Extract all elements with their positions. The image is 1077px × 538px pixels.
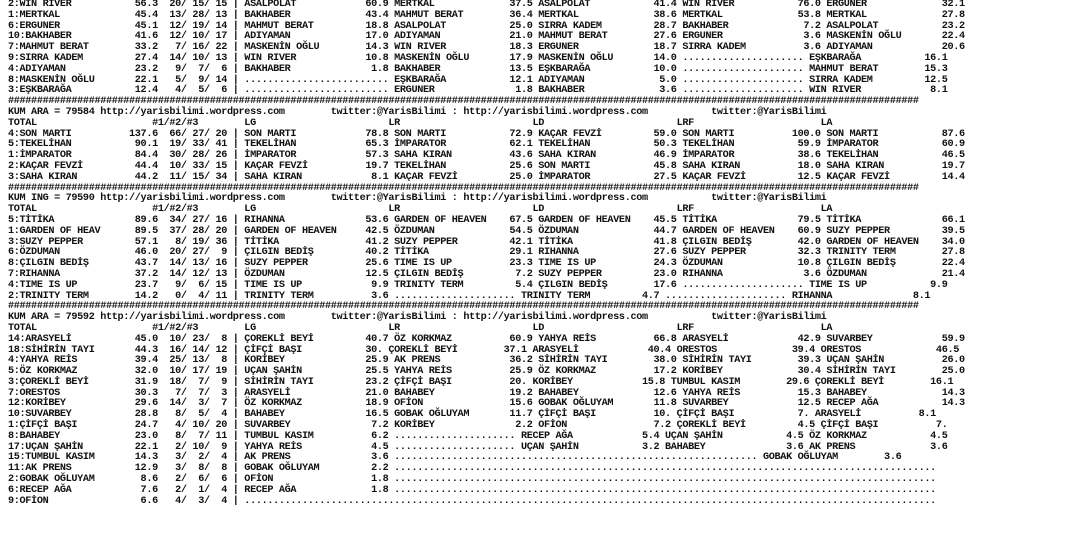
result-row: 7:MAHMUT BERAT 33.2 7/ 16/ 22 | MASKENİN OĞLU 14.3 WIN RIVER 18.3 ERGUNER 18.7 SIRRA KADEM 3.6 ADIYAMAN 20.6	[8, 42, 965, 54]
result-row: 1:ÇİFÇİ BAŞI 24.7 4/ 10/ 20 | SUVARBEY 7.2 KORİBEY 2.2 OFİON 7.2 ÇOREKLİ BEYİ 4.5 ÇİFÇİ BAŞI 7.	[8, 420, 948, 432]
result-row: 6:ERGUNER 45.1 12/ 19/ 14 | MAHMUT BERAT 18.8 ASALPOLAT 25.0 SIRRA KADEM 28.7 BAKHABER 7.2 ASALPOLAT 23.2	[8, 20, 965, 32]
race-header-line: KUM ARA = 79592 http://yarisbilimi.wordpress.com twitter:@YarisBilimi : http://yarisbilimi.wordpress.com twitter:@YarisBilimi	[8, 312, 827, 324]
result-row: 1:MERTKAL 45.4 13/ 28/ 13 | BAKHABER 43.4 MAHMUT BERAT 36.4 MERTKAL 38.6 MERTKAL 53.8 MERTKAL 27.8	[8, 9, 965, 21]
result-row: 9:OFİON 6.6 4/ 3/ 4 | ........................................................................................................................	[8, 495, 936, 507]
result-row: 5:TEKELİHAN 90.1 19/ 33/ 41 | TEKELİHAN 65.3 İMPARATOR 62.1 TEKELİHAN 50.3 TEKELİHAN 59.9 İMPARATOR 60.9	[8, 139, 965, 151]
result-row: 4:SON MARTI 137.6 66/ 27/ 20 | SON MARTI 78.8 SON MARTI 72.9 KAÇAR FEVZİ 59.0 SON MARTI 100.0 SON MARTI 87.6	[8, 128, 965, 140]
result-row: 10:BAKHABER 41.6 12/ 10/ 17 | ADIYAMAN 17.0 ADIYAMAN 21.0 MAHMUT BERAT 27.6 ERGUNER 3.6 MASKENİN OĞLU 22.4	[8, 31, 965, 43]
result-row: 2:WIN RIVER 56.3 20/ 15/ 15 | ASALPOLAT 60.9 MERTKAL 37.5 ASALPOLAT 41.4 WIN RIVER 76.0 ERGUNER 32.1	[8, 0, 965, 10]
result-row: 4:TIME IS UP 23.7 9/ 6/ 15 | TIME IS UP 9.9 TRINITY TERM 5.4 ÇILGIN BEDİŞ 17.6 ..................... TIME IS UP 9.9	[8, 279, 948, 291]
column-header-line: TOTAL #1/#2/#3 LG LR LD LRF LA	[8, 204, 833, 216]
result-row: 15:TUMBUL KASIM 14.3 3/ 2/ 4 | AK PRENS 3.6 ............................................................... GOBAK OĞLUYAM 3.6	[8, 452, 902, 464]
result-row: 14:ARASYELİ 45.0 10/ 23/ 8 | ÇOREKLİ BEYİ 40.7 ÖZ KORKMAZ 60.9 YAHYA REİS 66.8 ARASYELİ 42.9 SUVARBEY 59.9	[8, 333, 965, 345]
separator-line: ##############################################################################################################################################################	[8, 182, 919, 194]
column-header-line: TOTAL #1/#2/#3 LG LR LD LRF LA	[8, 322, 833, 334]
result-row: 5:TİTİKA 89.6 34/ 27/ 16 | RIHANNA 53.6 GARDEN OF HEAVEN 67.5 GARDEN OF HEAVEN 45.5 TİTİKA 79.5 TİTİKA 66.1	[8, 214, 965, 226]
race-header-line: KUM ARA = 79584 http://yarisbilimi.wordpress.com twitter:@YarisBilimi : http://yarisbilimi.wordpress.com twitter:@YarisBilimi	[8, 106, 827, 118]
result-row: 12:KORİBEY 29.6 14/ 3/ 7 | ÖZ KORKMAZ 18.9 OFİON 15.6 GOBAK OĞLUYAM 11.8 SUVARBEY 12.5 RECEP AĞA 14.3	[8, 398, 965, 410]
result-row: 2:KAÇAR FEVZİ 44.4 10/ 33/ 15 | KAÇAR FEVZİ 19.7 TEKELİHAN 25.6 SON MARTI 45.8 SAHA KIRAN 18.0 SAHA KIRAN 19.7	[8, 160, 965, 172]
result-row: 1:İMPARATOR 84.4 30/ 28/ 26 | İMPARATOR 57.3 SAHA KIRAN 43.6 SAHA KIRAN 46.9 İMPARATOR 38.6 TEKELİHAN 46.5	[8, 150, 965, 162]
result-row: 6:ÖZDUMAN 46.0 20/ 27/ 9 | ÇILGIN BEDİŞ 40.2 TİTİKA 29.1 RIHANNA 27.6 SUZY PEPPER 32.3 TRINITY TERM 27.8	[8, 247, 965, 259]
result-row: 7:RIHANNA 37.2 14/ 12/ 13 | ÖZDUMAN 12.5 ÇILGIN BEDİŞ 7.2 SUZY PEPPER 23.0 RIHANNA 3.6 ÖZDUMAN 21.4	[8, 268, 965, 280]
result-row: 2:GOBAK OĞLUYAM 8.6 2/ 6/ 6 | OFİON 1.8 ..............................................................................................	[8, 474, 936, 486]
result-row: 6:RECEP AĞA 7.6 2/ 1/ 4 | RECEP AĞA 1.8 ..............................................................................................	[8, 484, 936, 496]
separator-line: ##############################################################################################################################################################	[8, 301, 919, 313]
result-row: 8:BAHABEY 23.0 8/ 7/ 11 | TUMBUL KASIM 6.2 ..................... RECEP AĞA 5.4 UÇAN ŞAHİN 4.5 ÖZ KORKMAZ 4.5	[8, 430, 948, 442]
result-row: 9:SIRRA KADEM 27.4 14/ 10/ 13 | WIN RIVER 10.8 MASKENİN OĞLU 17.9 MASKENİN OĞLU 14.0 ..................... EŞKBARAĞA 16.1	[8, 52, 948, 64]
result-row: 3:SUZY PEPPER 57.1 8/ 19/ 36 | TİTİKA 41.2 SUZY PEPPER 42.1 TİTİKA 41.8 ÇILGIN BEDİŞ 42.0 GARDEN OF HEAVEN 34.0	[8, 236, 965, 248]
column-header-line: TOTAL #1/#2/#3 LG LR LD LRF LA	[8, 117, 833, 129]
result-row: 3:ÇOREKLİ BEYİ 31.9 18/ 7/ 9 | SİHİRİN TAYI 23.2 ÇİFÇİ BAŞI 20. KORİBEY 15.8 TUMBUL KASIM 29.6 ÇOREKLİ BEYİ 16.1	[8, 376, 954, 388]
result-row: 8:ÇILGIN BEDİŞ 43.7 14/ 13/ 16 | SUZY PEPPER 25.6 TIME IS UP 23.3 TIME IS UP 24.3 ÖZDUMAN 10.8 ÇILGIN BEDİŞ 22.4	[8, 258, 965, 270]
result-row: 4:ADIYAMAN 23.2 9/ 7/ 6 | BAKHABER 1.8 BAKHABER 13.5 EŞKBARAĞA 10.0 ..................... MAHMUT BERAT 15.3	[8, 63, 948, 75]
result-row: 8:MASKENİN OĞLU 22.1 5/ 9/ 14 | ......................... EŞKBARAĞA 12.1 ADIYAMAN 5.0 ..................... SIRRA KADEM 12.5	[8, 74, 948, 86]
result-row: 10:SUVARBEY 28.8 8/ 5/ 4 | BAHABEY 16.5 GOBAK OĞLUYAM 11.7 ÇİFÇİ BAŞI 10. ÇİFÇİ BAŞI 7. ARASYELİ 8.1	[8, 409, 936, 421]
result-row: 5:ÖZ KORKMAZ 32.0 10/ 17/ 19 | UÇAN ŞAHİN 25.5 YAHYA REİS 25.9 ÖZ KORKMAZ 17.2 KORİBEY 30.4 SİHİRİN TAYI 25.0	[8, 366, 965, 378]
result-row: 18:SİHİRİN TAYI 44.3 16/ 14/ 12 | ÇİFÇİ BAŞI 30. ÇOREKLİ BEYİ 37.1 ARASYELİ 40.4 ORESTOS 39.4 ORESTOS 46.5	[8, 344, 959, 356]
result-row: 11:AK PRENS 12.9 3/ 8/ 8 | GOBAK OĞLUYAM 2.2 ..............................................................................................	[8, 463, 936, 475]
result-row: 7:ORESTOS 30.3 7/ 7/ 3 | ARASYELİ 21.0 BAHABEY 19.2 BAHABEY 12.6 YAHYA REİS 15.3 BAHABEY 14.3	[8, 387, 965, 399]
result-row: 3:EŞKBARAĞA 12.4 4/ 5/ 6 | ......................... ERGUNER 1.8 BAKHABER 3.6 ..................... WIN RIVER 8.1	[8, 85, 948, 97]
race-header-line: KUM ING = 79590 http://yarisbilimi.wordpress.com twitter:@YarisBilimi : http://yarisbilimi.wordpress.com twitter:@YarisBilimi	[8, 193, 827, 205]
separator-line: ##############################################################################################################################################################	[8, 96, 919, 108]
result-row: 2:TRINITY TERM 14.2 0/ 4/ 11 | TRINITY TERM 3.6 ..................... TRINITY TERM 4.7 ..................... RIHANNA 8.1	[8, 290, 931, 302]
result-row: 17:UÇAN ŞAHİN 22.1 2/ 10/ 9 | YAHYA REİS 4.5 ..................... UÇAN ŞAHİN 3.2 BAHABEY 3.6 AK PRENS 3.6	[8, 441, 948, 453]
result-row: 3:SAHA KIRAN 44.2 11/ 15/ 34 | SAHA KIRAN 8.1 KAÇAR FEVZİ 25.0 İMPARATOR 27.5 KAÇAR FEVZİ 12.5 KAÇAR FEVZİ 14.4	[8, 171, 965, 183]
result-row: 1:GARDEN OF HEAV 89.5 37/ 28/ 20 | GARDEN OF HEAVEN 42.5 ÖZDUMAN 54.5 ÖZDUMAN 44.7 GARDEN OF HEAVEN 60.9 SUZY PEPPER 39.5	[8, 225, 965, 237]
result-row: 4:YAHYA REİS 39.4 25/ 13/ 8 | KORİBEY 25.9 AK PRENS 36.2 SİHİRİN TAYI 38.0 SİHİRİN TAYI 39.3 UÇAN ŞAHİN 26.0	[8, 355, 965, 367]
